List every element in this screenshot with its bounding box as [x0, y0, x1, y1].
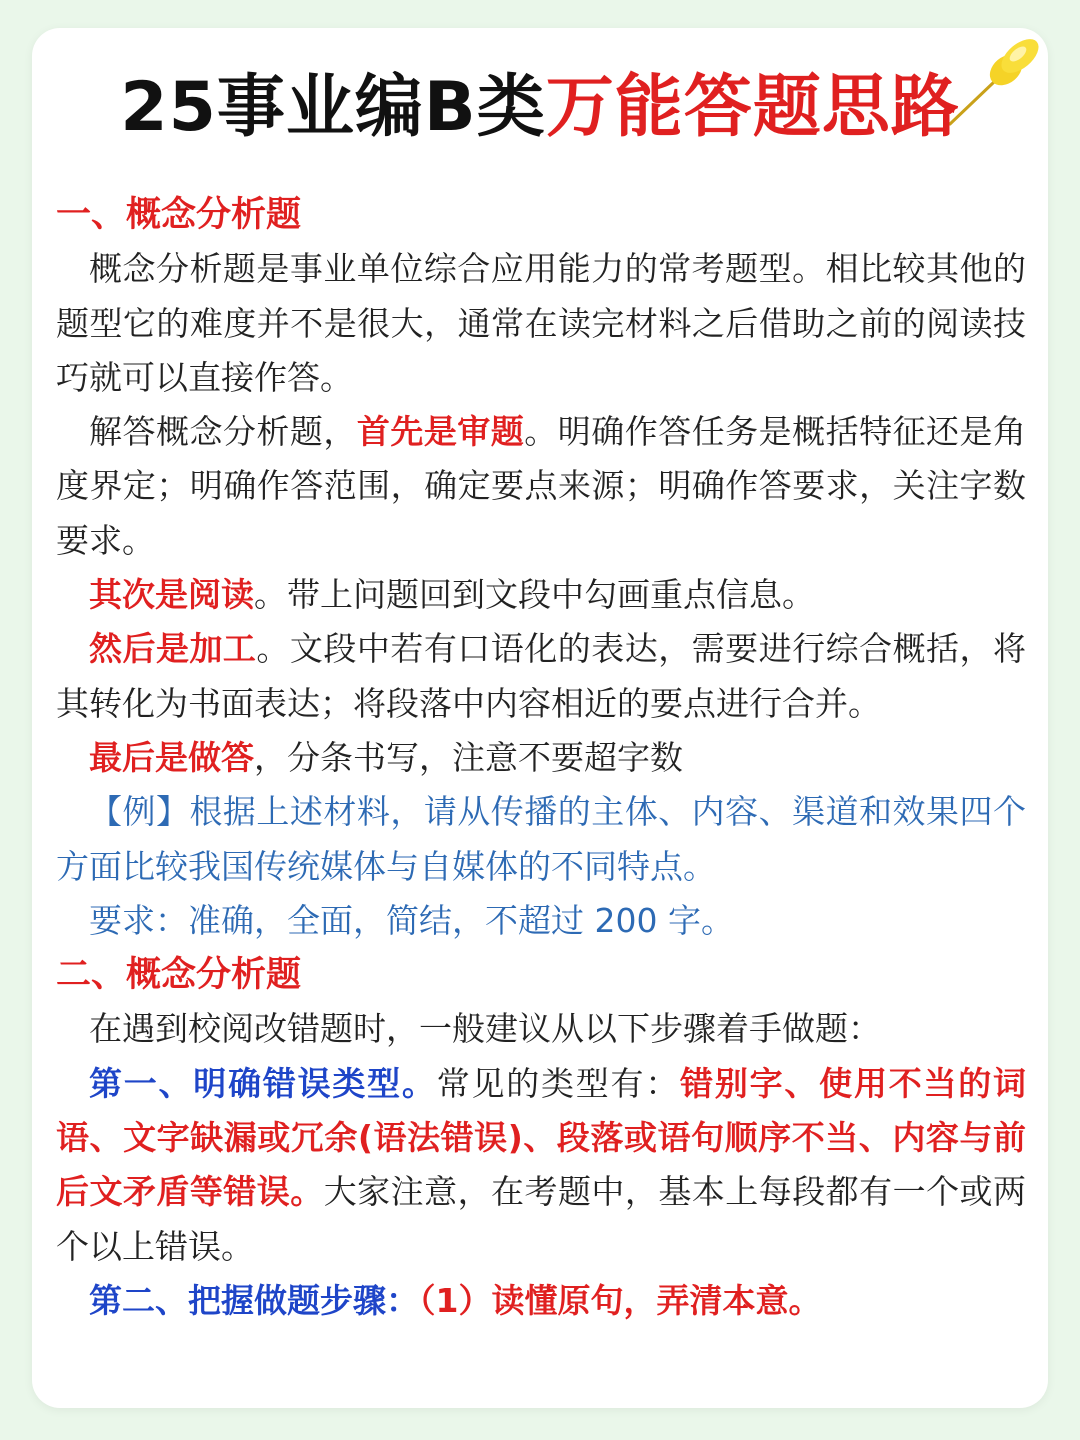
page-title: [32, 68, 1048, 148]
section-1-paragraph-4: [56, 622, 1026, 731]
content-body: [56, 188, 1026, 1328]
note-card: [32, 28, 1048, 1408]
paragraph-text: 常见的类型有：: [436, 1063, 681, 1103]
paragraph-text: 大家注意，在考题中，基本上每段都有一个或两个以上错误。: [56, 1172, 1027, 1266]
highlight-step-1: 首先是审题: [356, 412, 525, 452]
section-2-paragraph-1: 在遇到校阅改错题时，一般建议从以下步骤着手做题：: [89, 1009, 881, 1049]
step-1-label: 第一、明确错误类型。: [89, 1063, 437, 1103]
paragraph-text: 。文段中若有口语化的表达，需要进行综合概括，将其转化为书面表达；将段落中内容相近的要点进行合并。: [56, 629, 1027, 723]
step-2-label: 第二、把握做题步骤：: [89, 1280, 419, 1320]
highlight-step-3: 然后是加工: [89, 629, 257, 669]
highlight-step-2: 其次是阅读: [89, 575, 254, 615]
section-1-paragraph-1: 概念分析题是事业单位综合应用能力的常考题型。相比较其他的题型它的难度并不是很大，通常在读完材料之后借助之前的阅读技巧就可以直接作答。: [56, 249, 1026, 397]
section-1-paragraph-5: [56, 731, 1026, 785]
step-2-detail: （1）读懂原句，弄清本意。: [419, 1280, 822, 1320]
paragraph-text: 解答概念分析题，: [89, 412, 357, 452]
example-question: 【例】根据上述材料，请从传播的主体、内容、渠道和效果四个方面比较我国传统媒体与自媒体的不同特点。: [56, 792, 1026, 886]
section-1-heading: 一、概念分析题: [56, 195, 302, 235]
title-part-2: 万能答题思路: [545, 68, 960, 147]
paragraph-text: 。带上问题回到文段中勾画重点信息。: [254, 575, 815, 615]
title-part-1: 25事业编B类: [120, 68, 546, 147]
section-2-paragraph-3: [56, 1274, 1026, 1328]
example-requirement: 要求：准确，全面，简结，不超过 200 字。: [89, 900, 734, 940]
paragraph-text: 。明确作答任务是概括特征还是角度界定；明确作答范围，确定要点来源；明确作答要求，关注字数要求。: [56, 412, 1027, 560]
paragraph-text: ，分条书写，注意不要超字数: [254, 737, 683, 777]
highlight-step-4: 最后是做答: [89, 737, 254, 777]
section-1-paragraph-3: [56, 568, 1026, 622]
section-1-paragraph-2: [56, 405, 1026, 568]
error-types-list: 错别字、使用不当的词语、文字缺漏或冗余(语法错误)、段落或语句顺序不当、内容与前后文矛盾等错误。: [56, 1063, 1027, 1212]
section-2-heading: 二、概念分析题: [56, 955, 302, 996]
section-2-paragraph-2: [56, 1057, 1026, 1274]
